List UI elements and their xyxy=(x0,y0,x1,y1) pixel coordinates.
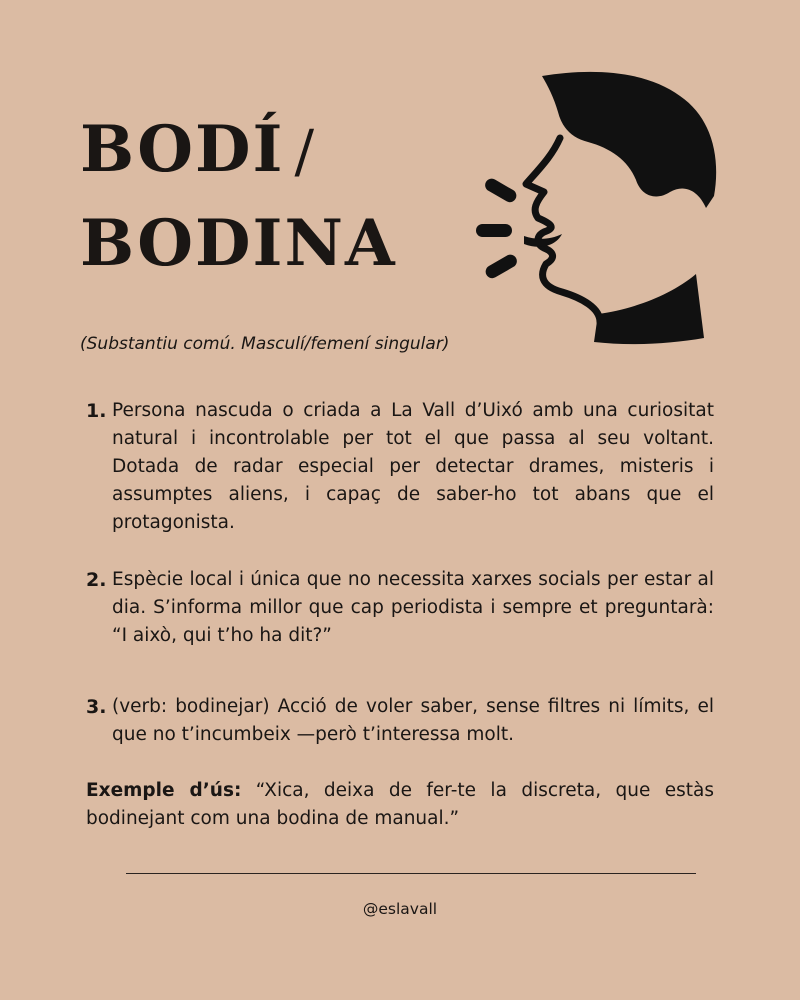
usage-example-text: “Xica, deixa de fer-te la discreta, que estàs bodinejant com una bodina de manual.” xyxy=(86,780,714,829)
face-outline xyxy=(526,138,600,322)
title-separator: / xyxy=(294,117,317,185)
shouting-head-svg xyxy=(470,68,730,348)
definition-text: Espècie local i única que no necessita xarxes socials per estar al dia. S’informa millor que cap periodista i sempre et preguntarà: “I això, qui t’ho ha dit?” xyxy=(112,569,714,646)
hair-shape xyxy=(542,72,716,208)
definition-text: (verb: bodinejar) Acció de voler saber, sense filtres ni límits, el que no t’incumbeix —però t’interessa molt. xyxy=(112,696,714,745)
definition-text: Persona nascuda o criada a La Vall d’Uixó amb una curiositat natural i incontrolable per tot el que passa al seu voltant. Dotada de radar especial per detectar drames, misteris i assumptes aliens, i capaç de saber-ho tot abans que el protagonista. xyxy=(112,400,714,533)
page-title-line-2 xyxy=(80,206,397,281)
shouting-head-icon xyxy=(470,68,730,353)
definition-item xyxy=(86,693,714,749)
social-handle: @eslavall xyxy=(362,900,438,918)
definition-number: 1. xyxy=(86,400,107,422)
title-word-bodi: BODÍ xyxy=(80,112,285,187)
shout-mark-bottom xyxy=(483,252,519,280)
definition-number: 2. xyxy=(86,569,107,591)
usage-example-label: Exemple d’ús: xyxy=(86,780,242,801)
shout-mark-middle xyxy=(476,224,512,237)
definition-item xyxy=(86,566,714,650)
definition-item xyxy=(86,397,714,537)
definition-number: 3. xyxy=(86,696,107,718)
usage-example xyxy=(86,777,714,833)
page-title-line-1 xyxy=(80,112,317,187)
shirt-shape xyxy=(594,274,704,344)
shout-mark-top xyxy=(483,176,519,204)
footer-divider xyxy=(126,873,696,874)
part-of-speech: (Substantiu comú. Masculí/femení singular) xyxy=(80,334,450,354)
title-word-bodina: BODINA xyxy=(80,206,397,281)
